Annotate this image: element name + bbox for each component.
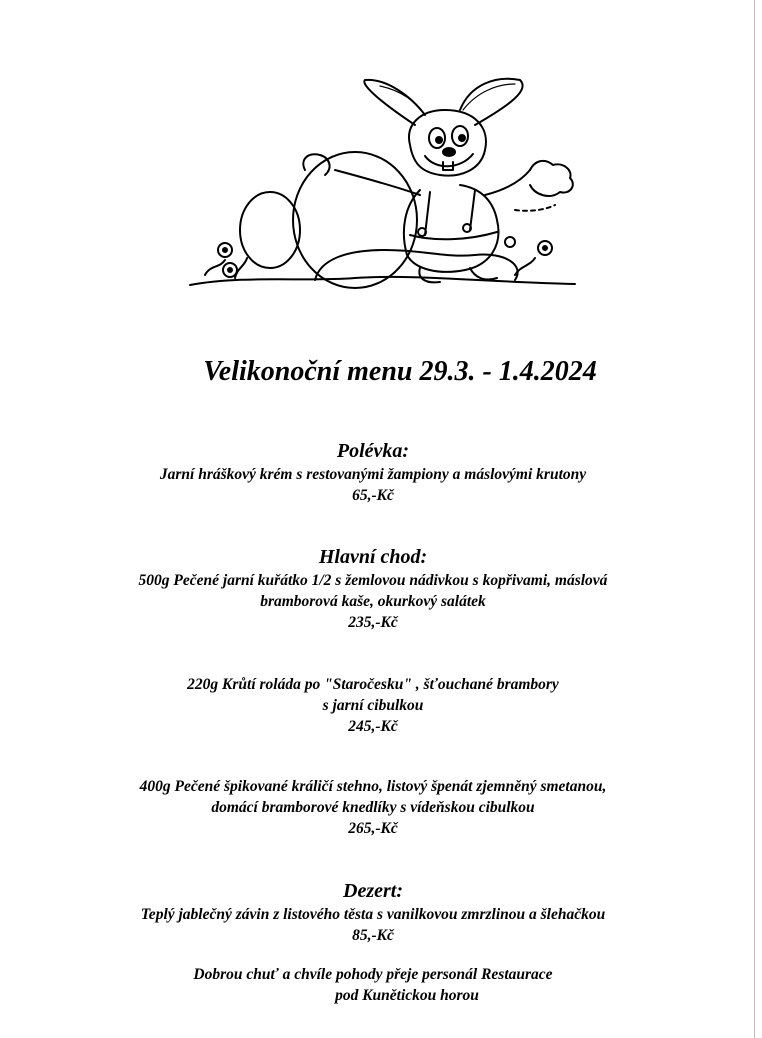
main-item-2-line-1: 220g Krůtí roláda po "Staročesku" , šťouchané brambory (187, 676, 559, 693)
easter-bunny-illustration (185, 70, 580, 295)
main-item-2-price: 245,-Kč (348, 718, 398, 735)
main-item-1-line-2: bramborová kaše, okurkový salátek (260, 593, 486, 610)
main-item-3-line-2: domácí bramborové knedlíky s vídeňskou cibulkou (211, 799, 535, 816)
main-item-3-price: 265,-Kč (348, 820, 398, 837)
page-edge-line (754, 0, 755, 1038)
main-course-heading: Hlavní chod: (318, 546, 428, 568)
soup-price: 65,-Kč (352, 487, 394, 504)
dessert-price: 85,-Kč (352, 927, 394, 944)
soup-item: Jarní hráškový krém s restovanými žampiony a máslovými krutony (159, 466, 587, 483)
page-title: Velikonoční menu 29.3. - 1.4.2024 (203, 356, 597, 387)
dessert-item: Teplý jablečný závin z listového těsta s vanilkovou zmrzlinou a šlehačkou (140, 906, 606, 923)
main-item-3-line-1: 400g Pečené špikované králičí stehno, listový špenát zjemněný smetanou, (139, 778, 607, 795)
main-item-2-line-2: s jarní cibulkou (322, 697, 424, 714)
main-item-1-price: 235,-Kč (348, 614, 398, 631)
main-item-1-line-1: 500g Pečené jarní kuřátko 1/2 s žemlovou nádivkou s kopřivami, máslová (138, 572, 608, 589)
dessert-heading: Dezert: (343, 880, 403, 902)
soup-heading: Polévka: (336, 440, 410, 462)
main-item-3 (0, 776, 746, 839)
footer-line-1: Dobrou chuť a chvíle pohody přeje personál Restaurace (193, 966, 553, 983)
soup-section (0, 438, 746, 506)
footer-note (0, 964, 746, 1006)
footer-line-2: pod Kunětickou horou (335, 987, 479, 1004)
main-item-2 (0, 674, 746, 737)
main-course-section (0, 544, 746, 633)
dessert-section (0, 878, 746, 946)
